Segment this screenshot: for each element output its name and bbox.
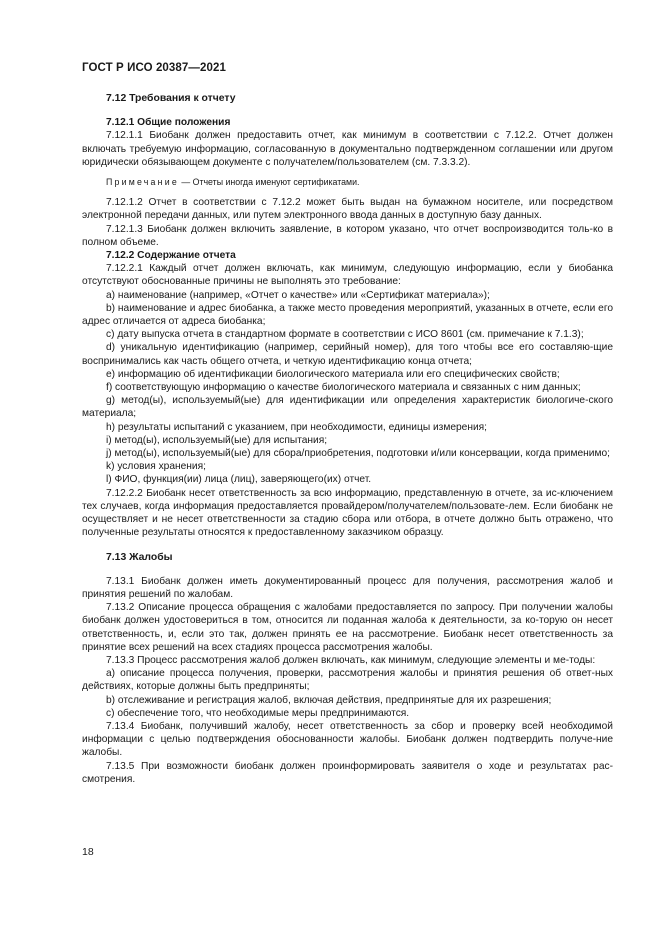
list-item: a) описание процесса получения, проверки, рассмотрения жалобы и принятия решения об ответ-ных действиях, которые должны быть предприняты;: [82, 668, 613, 693]
subsection-heading-7-12-1: 7.12.1 Общие положения: [106, 117, 231, 129]
list-item: c) обеспечение того, что необходимые меры предпринимаются.: [106, 707, 410, 719]
paragraph-7-13-3: 7.13.3 Процесс рассмотрения жалоб должен включать, как минимум, следующие элементы и ме-тоды:: [106, 654, 596, 666]
list-item: g) метод(ы), используемый(ые) для идентификации или определения характеристик биологиче-ского материала;: [82, 395, 613, 420]
section-heading-7-12: 7.12 Требования к отчету: [106, 93, 236, 104]
list-item: e) информацию об идентификации биологического материала или его специфических свойств;: [106, 368, 560, 380]
list-item: b) отслеживание и регистрация жалоб, включая действия, предпринятые для их разрешения;: [106, 694, 552, 706]
subsection-heading-7-12-2: 7.12.2 Содержание отчета: [106, 250, 236, 262]
paragraph-7-12-1-3: 7.12.1.3 Биобанк должен включить заявление, в котором указано, что отчет воспроизводится толь-ко в полном объеме.: [82, 223, 613, 248]
list-item: k) условия хранения;: [106, 461, 206, 473]
list-item: c) дату выпуска отчета в стандартном формате в соответствии с ИСО 8601 (см. примечание к 7.1.3);: [106, 329, 584, 341]
list-item: a) наименование (например, «Отчет о качестве» или «Сертификат материала»);: [106, 289, 490, 301]
list-item: b) наименование и адрес биобанка, а также место проведения мероприятий, указанных в отчете, если его адрес отличается от адреса биобанка;: [82, 302, 613, 328]
document-body: [82, 92, 613, 786]
list-item: h) результаты испытаний с указанием, при необходимости, единицы измерения;: [106, 421, 488, 433]
paragraph-7-12-1-1: 7.12.1.1 Биобанк должен предоставить отчет, как минимум в соответствии с 7.12.2. Отчет должен включать требуемую информацию, согласованную в документально подтвержденном соглашении или другом юридически обязывающем документе с получателем/пользователем (см. 7.3.3.2).: [82, 130, 613, 168]
list-item: i) метод(ы), используемый(ые) для испытания;: [106, 434, 328, 446]
note: [82, 176, 613, 189]
paragraph-7-13-2: 7.13.2 Описание процесса обращения с жалобами предоставляется по запросу. При получении жалобы биобанк должен удостовериться в том, относится ли поданная жалоба к деятельности, за ко-торую он несет ответственность, и, если это так, должен принять ее на рассмотрение. Биобанк несет ответственность за принятие всех решений на всех стадиях процесса рассмотрения жалобы.: [82, 602, 613, 653]
list-item: j) метод(ы), используемый(ые) для сбора/приобретения, подготовки и/или консервации, когда применимо;: [106, 448, 610, 460]
list-item: d) уникальную идентификацию (например, серийный номер), для того чтобы все его составляю-щие воспринимались как часть общего отчета, и четкую идентификацию конца отчета;: [82, 342, 613, 367]
paragraph-7-13-4: 7.13.4 Биобанк, получивший жалобу, несет ответственность за сбор и проверку всей необходимой информации с целью подтверждения обоснованности жалобы. Биобанк должен подтвердить получе-ние жалобы.: [82, 720, 613, 759]
paragraph-7-13-1: 7.13.1 Биобанк должен иметь документированный процесс для получения, рассмотрения жалоб и принятия решений по жалобам.: [82, 575, 613, 600]
note-label: Примечание: [106, 177, 179, 188]
note-text: — Отчеты иногда именуют сертификатами.: [178, 177, 360, 188]
paragraph-7-12-2-2: 7.12.2.2 Биобанк несет ответственность за всю информацию, представленную в отчете, за ис-ключением тех случаев, когда информация предоставляется провайдером/получателем/пользовате-лем. Если биобанк не осуществляет и не несет ответственности за стадию сбора или отбора, в отчете должно быть отражено, что полученные результаты относятся к предоставленному заказчиком образцу.: [82, 487, 613, 539]
paragraph-7-13-5: 7.13.5 При возможности биобанк должен проинформировать заявителя о ходе и результатах рас-смотрения.: [82, 760, 613, 785]
paragraph-7-12-1-2: 7.12.1.2 Отчет в соответствии с 7.12.2 может быть выдан на бумажном носителе, или посредством электронной передачи данных, или путем электронного ввода данных в доступную базу данных.: [82, 197, 613, 222]
paragraph-7-12-2-1: 7.12.2.1 Каждый отчет должен включать, как минимум, следующую информацию, если у биобанка отсутствуют обоснованные причины не выполнять это требование:: [82, 263, 613, 288]
page-number: 18: [82, 846, 94, 858]
list-item: l) ФИО, функция(ии) лица (лиц), заверяющего(их) отчет.: [106, 474, 372, 486]
document-header-title: ГОСТ Р ИСО 20387—2021: [82, 62, 227, 74]
section-heading-7-13: 7.13 Жалобы: [106, 551, 173, 563]
list-item: f) соответствующую информацию о качестве биологического материала и связанных с ним данных;: [106, 382, 581, 394]
